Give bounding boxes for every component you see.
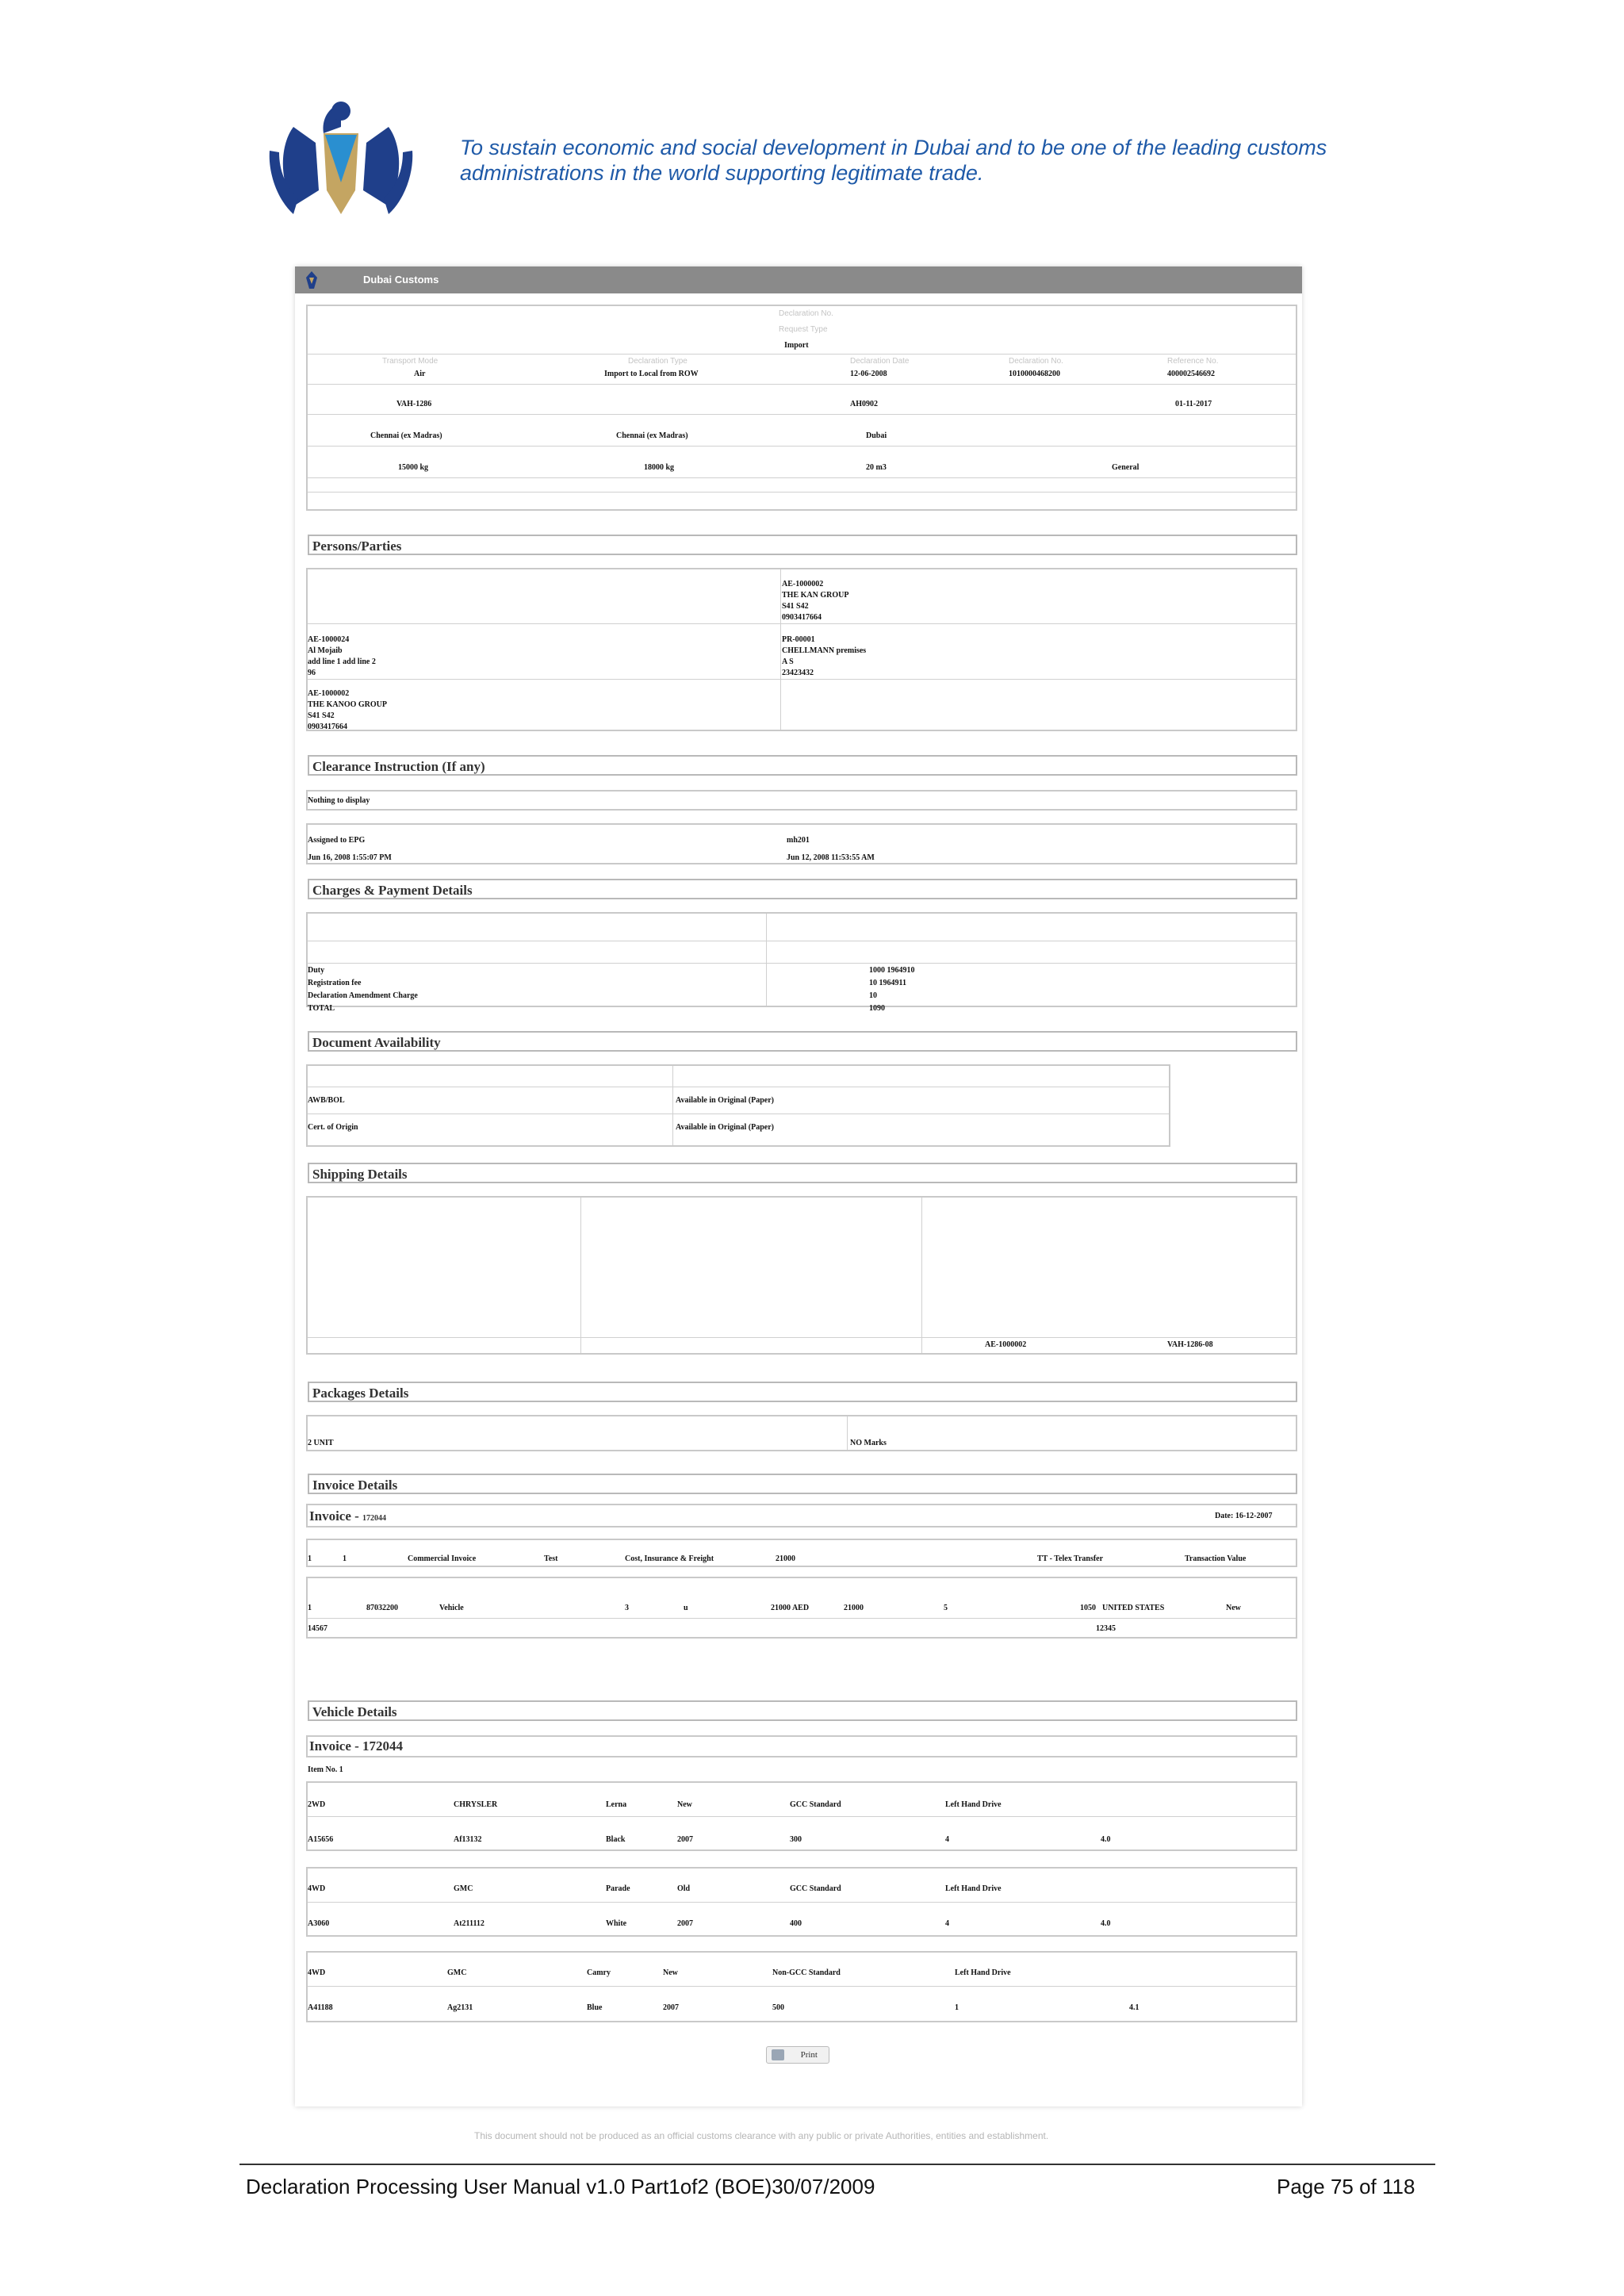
invoice-title: Invoice - 172044 — [309, 1508, 387, 1524]
declaration-number: 1010000468200 — [1009, 370, 1060, 378]
packages-table — [306, 1415, 1297, 1451]
charges-amounts: 1000 1964910 10 1964911 10 1090 — [869, 966, 915, 1013]
invoice-row3-a: 14567 — [308, 1624, 327, 1633]
importer-block: AE-1000024 Al Mojaib add line 1 add line 2 96 — [308, 635, 376, 677]
print-label: Print — [800, 2050, 818, 2060]
volume: 20 m3 — [866, 463, 887, 472]
doc-status: Available in Original (Paper) — [676, 1096, 774, 1105]
port-of-loading: Chennai (ex Madras) — [370, 431, 442, 440]
doc-name: Cert. of Origin — [308, 1123, 358, 1132]
declarant-block: AE-1000002 THE KANOO GROUP S41 S42 0903417664 — [308, 689, 388, 731]
section-invoice: Invoice Details — [308, 1474, 1297, 1494]
declaration-type: Import to Local from ROW — [604, 370, 699, 378]
reference-number: 400002546692 — [1167, 370, 1215, 378]
vehicle-item-no: Item No. 1 — [308, 1765, 343, 1774]
doc-name: AWB/BOL — [308, 1096, 345, 1105]
agent-block: PR-00001 CHELLMANN premises A S 23423432 — [782, 635, 867, 677]
vehicle-invoice-title: Invoice - 172044 — [309, 1738, 404, 1754]
voyage-no: AH0902 — [850, 400, 878, 408]
port-of-discharge: Dubai — [866, 431, 887, 440]
app-title: Dubai Customs — [363, 274, 439, 286]
port-of-origin: Chennai (ex Madras) — [616, 431, 688, 440]
section-charges: Charges & Payment Details — [308, 879, 1297, 899]
doc-status: Available in Original (Paper) — [676, 1123, 774, 1132]
dubai-customs-logo — [262, 95, 420, 230]
footer-divider — [239, 2164, 1435, 2165]
consignee-block: AE-1000002 THE KAN GROUP S41 S42 0903417664 — [782, 580, 849, 622]
section-vehicle: Vehicle Details — [308, 1700, 1297, 1721]
documents-table — [306, 1064, 1170, 1147]
invoice-row3-b: 12345 — [1096, 1624, 1116, 1633]
user-id: mh201 — [787, 836, 810, 845]
section-clearance: Clearance Instruction (If any) — [308, 755, 1297, 776]
net-weight: 18000 kg — [644, 463, 675, 472]
cargo-type: General — [1112, 463, 1139, 472]
transport-mode: Air — [414, 370, 426, 378]
package-qty: 2 UNIT — [308, 1439, 334, 1447]
invoice-header — [306, 1504, 1297, 1527]
print-button[interactable] — [766, 2046, 829, 2064]
shipping-agent-code: AE-1000002 — [985, 1340, 1027, 1349]
user-time: Jun 12, 2008 11:53:55 AM — [787, 853, 875, 862]
section-persons: Persons/Parties — [308, 535, 1297, 555]
disclaimer: This document should not be produced as an official customs clearance with any public or private Authorities, entities and establishment. — [474, 2130, 1049, 2141]
app-logo-icon — [301, 270, 322, 290]
declaration-screenshot: Dubai Customs Declaration No. Request Type Import Transport Mode Declaration Type Declaration Date Declaration No. Reference No. Air Import to Local from ROW 12-06-2008 1010000468200 400002546692 VAH-1286 AH0902 01-11-2017 Chennai (ex Madras) Chennai (ex Madras) Dubai 15000 kg 18000 kg 20 m3 General Persons/Parties AE-1000002 THE KAN GROUP S41 S42 0903417664 AE-1000024 Al Mojaib add line 1 add line 2 96 PR-00001 CHELLMANN premises A S 23423432 AE-1000002 THE KANOO GROUP S41 S42 0903417664 Clearance Instruction (If any) Nothing to display Assigned to EPG Jun 16, 2008 1:55:07 PM mh201 Jun 12, 2008 11:53:55 AM Charges & Payment Details Duty Registration fee Declaration Amendment Charge TOTAL 1000 1964910 10 1964911 10 1090 Document Availability AWB/BOL Available in Original (Paper) Cert. of Origin Available in Original (Paper) Shipping Details AE-1000002 VAH-1286-08 Packages Details 2 UNIT NO Marks Invoice Details Invoice - 172044 Date: 16-12-2007 1 1 Commercial Invoice Test Cost, Insurance & Freight 21000 TT - Telex Transfer Transaction Value 1 87032200 Vehicle 3 u 21000 AED 21000 5 1050 UNITED STATES New 14567 12345 Vehicle Details Invoice - 172044 Item No. 1 2WD CHRYSLER Lerna New GCC Standard Left Hand Drive A15656 Af13132 Black 2007 300 4 4.0 4WD GMC Parade Old GCC Standard Left Hand Drive A3060 At211112 White 2007 400 4 4.0 4WD GMC Camry New Non-GCC Standard Left Hand Drive A41188 Ag2131 Blue 2007 500 1 4.1 Print — [295, 266, 1302, 2106]
footer-doc-title: Declaration Processing User Manual v1.0 Part1of2 (BOE)30/07/2009 — [246, 2175, 875, 2198]
shipping-table — [306, 1196, 1297, 1355]
section-packages: Packages Details — [308, 1382, 1297, 1402]
app-title-bar — [295, 266, 1302, 293]
clearance-table — [306, 790, 1297, 811]
clearance-empty: Nothing to display — [308, 796, 370, 805]
decl-type: Import — [784, 341, 809, 350]
section-documents: Document Availability — [308, 1031, 1297, 1052]
section-shipping: Shipping Details — [308, 1163, 1297, 1183]
assignment-status: Assigned to EPG — [308, 836, 366, 845]
footer-page-number: Page 75 of 118 — [1277, 2175, 1415, 2198]
assignment-time: Jun 16, 2008 1:55:07 PM — [308, 853, 392, 862]
charges-names: Duty Registration fee Declaration Amendment Charge TOTAL — [308, 966, 418, 1013]
carrier-reg: VAH-1286 — [396, 400, 432, 408]
charges-table — [306, 912, 1297, 1007]
gross-weight: 15000 kg — [398, 463, 429, 472]
arrival-date: 01-11-2017 — [1175, 400, 1212, 408]
printer-icon — [772, 2049, 784, 2060]
package-marks: NO Marks — [850, 1439, 887, 1447]
vehicle-invoice-header — [306, 1735, 1297, 1757]
general-info-table — [306, 305, 1297, 511]
invoice-date: Date: 16-12-2007 — [1215, 1512, 1273, 1520]
shipping-vehicle-no: VAH-1286-08 — [1167, 1340, 1213, 1349]
declaration-date: 12-06-2008 — [850, 370, 887, 378]
mission-statement: To sustain economic and social development in Dubai and to be one of the leading customs administrations in the world supporting legitimate trade. — [460, 136, 1327, 185]
